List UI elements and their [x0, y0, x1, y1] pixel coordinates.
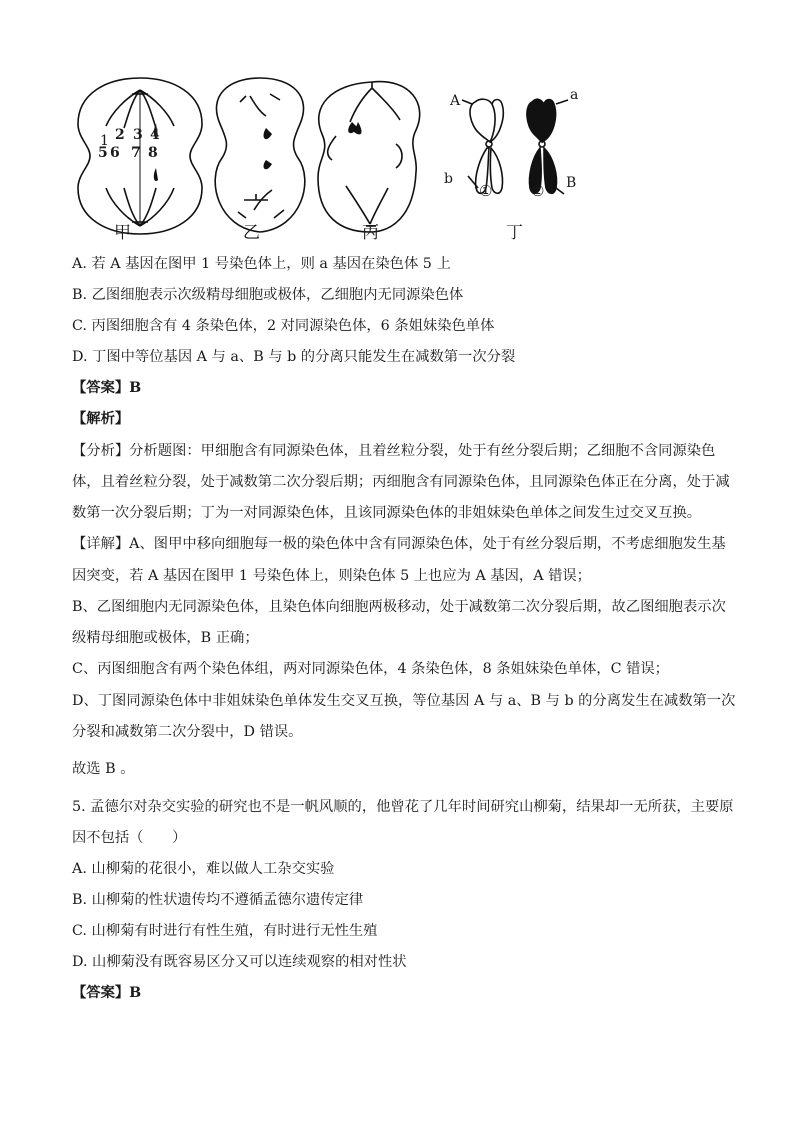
- q5-option-c: C. 山柳菊有时进行有性生殖，有时进行无性生殖: [72, 923, 378, 939]
- q5-answer-label: 【答案】B: [72, 985, 142, 1001]
- chromosome-number-3: 3: [133, 127, 143, 143]
- chromosome-number-6: 6: [110, 145, 120, 161]
- question-5-line-2: 因不包括（ ）: [72, 830, 187, 846]
- panel-label-jia: 甲: [114, 223, 131, 243]
- cell-division-figure: [70, 76, 590, 246]
- analysis-line-3: 数第一次分裂后期；丁为一对同源染色体，且该同源染色体的非姐妹染色单体之间发生过交叉互换。: [72, 505, 702, 521]
- cell-division-diagram: [70, 76, 590, 246]
- panel-label-ding: 丁: [506, 223, 523, 243]
- detail-line-5: C、丙图细胞含有两个染色体组，两对同源染色体，4 条染色体，8 条姐妹染色单体，C 错误；: [72, 661, 669, 677]
- gene-label-b: b: [444, 171, 453, 187]
- chromosome-number-5: 5: [98, 145, 108, 161]
- q5-option-b: B. 山柳菊的性状遗传均不遵循孟德尔遗传定律: [72, 892, 364, 908]
- panel-label-yi: 乙: [243, 223, 260, 243]
- answer-label: 【答案】B: [72, 380, 142, 396]
- gene-label-a: a: [570, 87, 579, 103]
- chromosome-one: [462, 99, 503, 193]
- panel-label-bing: 丙: [362, 223, 379, 243]
- gene-label-B: B: [566, 175, 577, 191]
- chromosome-number-8: 8: [148, 145, 158, 161]
- option-c: C. 丙图细胞含有 4 条染色体，2 对同源染色体，6 条姐妹染色单体: [72, 318, 495, 334]
- circle-label-one: ①: [479, 182, 493, 200]
- detail-line-7: 分裂和减数第二次分裂中，D 错误。: [72, 724, 303, 740]
- detail-line-3: B、乙图细胞内无同源染色体，且染色体向细胞两极移动，处于减数第二次分裂后期，故乙图细胞表示次: [72, 599, 726, 615]
- chromosome-number-1: 1: [100, 133, 109, 149]
- chromosome-number-7: 7: [131, 145, 141, 161]
- circle-label-two: ②: [531, 182, 545, 200]
- explanation-heading: 【解析】: [72, 411, 130, 427]
- chromosome-number-2: 2: [115, 127, 125, 143]
- cell-yi: [215, 78, 305, 232]
- analysis-line-2: 体，且着丝粒分裂，处于减数第二次分裂后期；丙细胞含有同源染色体，且同源染色体正在分离，处于减: [72, 474, 730, 490]
- detail-line-1: 【详解】A、图甲中移向细胞每一极的染色体中含有同源染色体，处于有丝分裂后期，不考虑细胞发生基: [72, 536, 726, 552]
- gene-label-A: A: [450, 93, 461, 109]
- detail-line-4: 级精母细胞或极体，B 正确；: [72, 630, 259, 646]
- option-b: B. 乙图细胞表示次级精母细胞或极体，乙细胞内无同源染色体: [72, 287, 464, 303]
- question-5-line-1: 5. 孟德尔对杂交实验的研究也不是一帆风顺的，他曾花了几年时间研究山柳菊，结果却一无所获，主要原: [72, 799, 734, 815]
- option-d: D. 丁图中等位基因 A 与 a、B 与 b 的分离只能发生在减数第一次分裂: [72, 349, 516, 365]
- q5-option-a: A. 山柳菊的花很小，难以做人工杂交实验: [72, 861, 335, 877]
- conclusion-line: 故选 B 。: [72, 761, 135, 777]
- detail-line-6: D、丁图同源染色体中非姐妹染色单体发生交叉互换，等位基因 A 与 a、B 与 b 的分离发生在减数第一次: [72, 693, 736, 709]
- analysis-line-1: 【分析】分析题图：甲细胞含有同源染色体，且着丝粒分裂，处于有丝分裂后期；乙细胞不含同源染色: [72, 443, 716, 459]
- detail-line-2: 因突变，若 A 基因在图甲 1 号染色体上，则染色体 5 上也应为 A 基因，A 错误；: [72, 568, 591, 584]
- chromosome-number-4: 4: [150, 127, 160, 143]
- cell-bing: [318, 82, 420, 232]
- option-a: A. 若 A 基因在图甲 1 号染色体上，则 a 基因在染色体 5 上: [72, 256, 451, 272]
- q5-option-d: D. 山柳菊没有既容易区分又可以连续观察的相对性状: [72, 954, 407, 970]
- chromosome-two: [527, 99, 568, 194]
